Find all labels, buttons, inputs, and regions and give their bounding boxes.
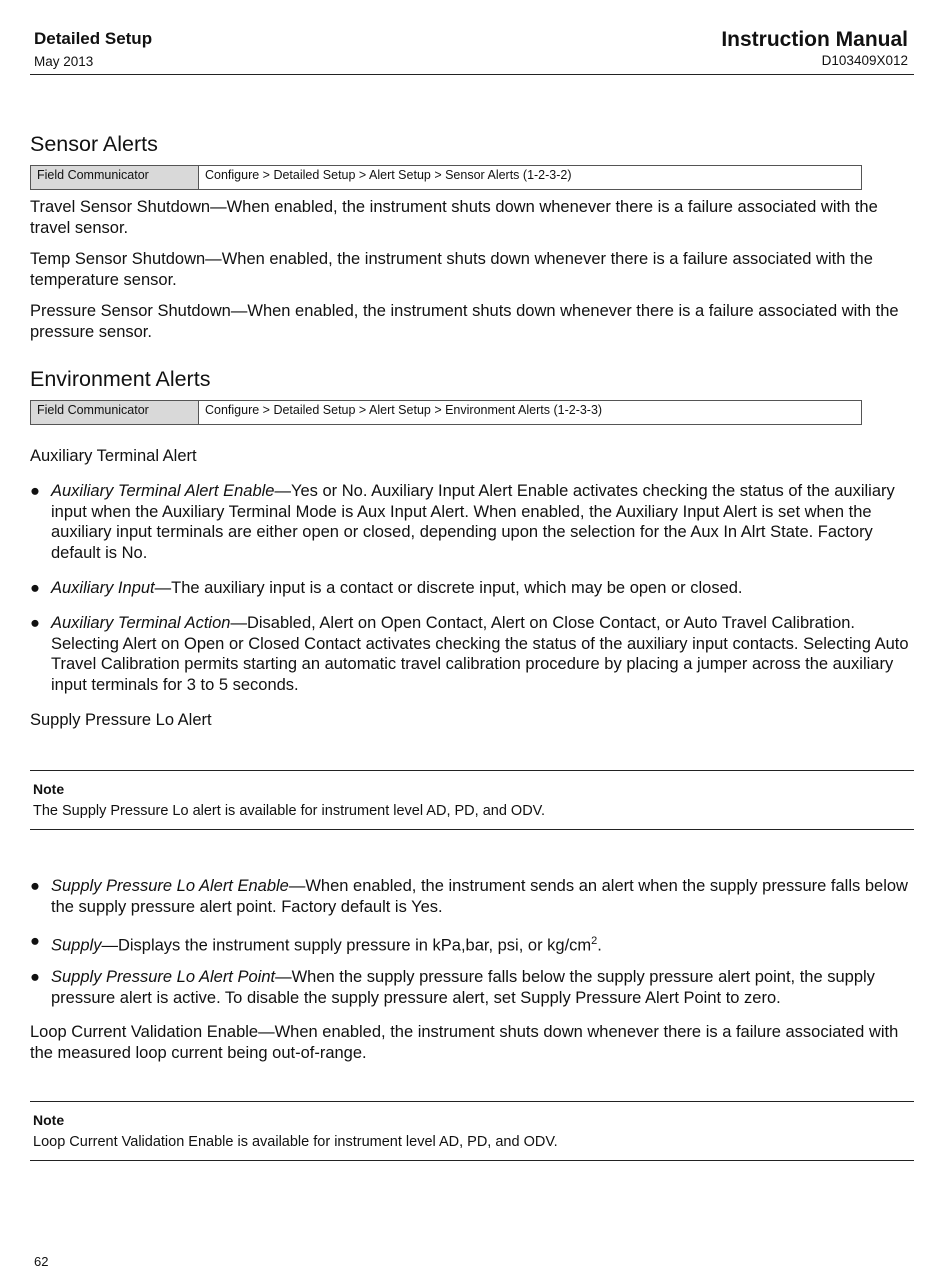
sensor-alerts-nav-box	[30, 165, 862, 190]
definition-text: When enabled, the instrument shuts down whenever there is a failure associated with the travel sensor.	[30, 198, 878, 237]
note-box	[30, 770, 914, 830]
menu-path: Configure > Detailed Setup > Alert Setup > Environment Alerts (1-2-3-3)	[205, 403, 603, 417]
auxiliary-terminal-alert-subheading: Auxiliary Terminal Alert	[30, 447, 197, 465]
bullet-term: Auxiliary Input	[51, 579, 155, 597]
bullet-text: —Yes or No. Auxiliary Input Alert Enable activates checking the status of the auxiliary input when the Auxiliary Terminal Mode is Aux Input Alert. When enabled, the Auxiliary Input Alert is set when the auxiliary input terminals are either open or closed, depending upon the selection for the Aux In Alrt State. Factory default is No.	[51, 482, 895, 562]
field-communicator-label: Field Communicator	[31, 401, 199, 424]
pressure-sensor-shutdown-para	[30, 301, 918, 342]
supply-pressure-lo-alert-subheading: Supply Pressure Lo Alert	[30, 711, 212, 729]
list-item	[30, 931, 918, 956]
bullet-term: Auxiliary Terminal Alert Enable	[51, 482, 275, 500]
bullet-icon: ●	[30, 932, 40, 950]
header-section-title: Detailed Setup	[34, 29, 153, 48]
header-doc-number: D103409X012	[821, 53, 908, 68]
bullet-text: —Displays the instrument supply pressure in kPa,bar, psi, or kg/cm	[101, 936, 592, 955]
field-communicator-label: Field Communicator	[31, 166, 199, 189]
bullet-text: —Disabled, Alert on Open Contact, Alert on Close Contact, or Auto Travel Calibration. Selecting Alert on Open or Closed Contact activates checking the status of the auxiliary input contacts. Selecting Auto Travel Calibration permits starting an automatic travel calibration procedure by placing a jumper across the auxiliary input terminals for 3 to 5 seconds.	[51, 614, 909, 694]
bullet-term: Auxiliary Terminal Action	[51, 614, 231, 632]
temp-sensor-shutdown-para	[30, 249, 918, 290]
list-item	[30, 481, 918, 563]
list-item	[30, 876, 918, 917]
bullet-icon: ●	[30, 968, 40, 986]
bullet-icon: ●	[30, 482, 40, 500]
bullet-text: —When enabled, the instrument sends an alert when the supply pressure falls below the supply pressure alert point. Factory default is Yes.	[51, 877, 908, 916]
definition-text: When enabled, the instrument shuts down whenever there is a failure associated with the measured loop current being out-of-range.	[30, 1023, 899, 1062]
environment-alerts-heading: Environment Alerts	[30, 367, 211, 391]
definition-term: Pressure Sensor Shutdown—	[30, 302, 248, 320]
sensor-alerts-heading: Sensor Alerts	[30, 132, 158, 156]
bullet-term: Supply Pressure Lo Alert Point	[51, 968, 276, 986]
list-item	[30, 967, 918, 1008]
note-body: Loop Current Validation Enable is available for instrument level AD, PD, and ODV.	[33, 1134, 558, 1150]
superscript: 2	[591, 935, 598, 947]
note-title: Note	[33, 1112, 65, 1128]
bullet-icon: ●	[30, 614, 40, 632]
menu-path: Configure > Detailed Setup > Alert Setup > Sensor Alerts (1-2-3-2)	[205, 168, 572, 182]
note-title: Note	[33, 781, 65, 797]
note-body: The Supply Pressure Lo alert is available for instrument level AD, PD, and ODV.	[33, 803, 546, 819]
bullet-term: Supply Pressure Lo Alert Enable	[51, 877, 289, 895]
header-divider	[30, 74, 914, 75]
header-date: May 2013	[34, 54, 94, 69]
bullet-icon: ●	[30, 877, 40, 895]
bullet-text: —The auxiliary input is a contact or discrete input, which may be open or closed.	[154, 579, 743, 597]
note-box	[30, 1101, 914, 1161]
definition-text: When enabled, the instrument shuts down whenever there is a failure associated with the temperature sensor.	[30, 250, 873, 289]
bullet-term: Supply	[51, 936, 102, 955]
environment-alerts-nav-box	[30, 400, 862, 425]
definition-term: Temp Sensor Shutdown—	[30, 250, 222, 268]
page-number: 62	[34, 1254, 49, 1269]
list-item	[30, 578, 918, 599]
definition-term: Loop Current Validation Enable—	[30, 1023, 275, 1041]
bullet-text-end: .	[597, 936, 602, 955]
header-manual-title: Instruction Manual	[721, 28, 908, 51]
bullet-icon: ●	[30, 579, 40, 597]
list-item	[30, 613, 918, 695]
loop-current-validation-para	[30, 1022, 918, 1063]
definition-term: Travel Sensor Shutdown—	[30, 198, 227, 216]
definition-text: When enabled, the instrument shuts down whenever there is a failure associated with the pressure sensor.	[30, 302, 899, 341]
travel-sensor-shutdown-para	[30, 197, 918, 238]
bullet-text: —When the supply pressure falls below the supply pressure alert point, the supply pressure alert is active. To disable the supply pressure alert, set Supply Pressure Alert Point to zero.	[51, 968, 875, 1007]
